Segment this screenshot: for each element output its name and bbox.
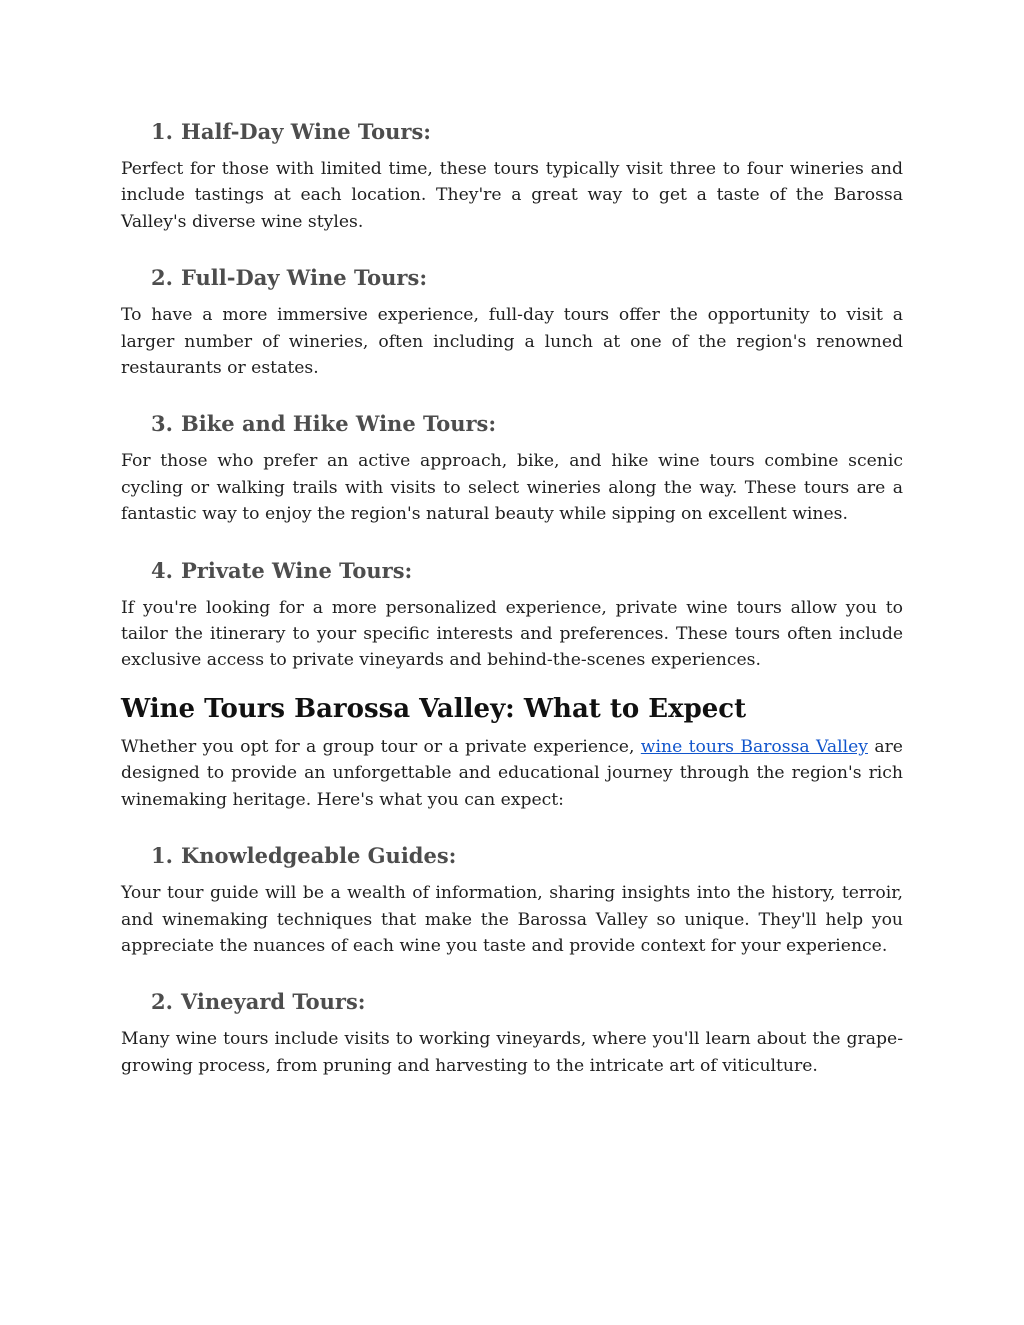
- expect-heading-guides: [151, 832, 903, 880]
- section-title: Knowledgeable Guides:: [181, 843, 457, 869]
- list-number: 2.: [151, 265, 173, 291]
- expect-body-guides: Your tour guide will be a wealth of information, sharing insights into the history, terroir, and winemaking techniques that make the Barossa Valley so unique. They'll help you appreciate the nuances of each wine you taste and provide context for your experience.: [121, 883, 903, 956]
- section-body-full-day: To have a more immersive experience, full-day tours offer the opportunity to visit a larger number of wineries, often including a lunch at one of the region's renowned restaurants or estates.: [121, 305, 903, 379]
- section-body-half-day: Perfect for those with limited time, these tours typically visit three to four wineries and include tastings at each location. They're a great way to get a taste of the Barossa Valley's diverse wine styles.: [121, 159, 903, 232]
- list-number: 4.: [151, 557, 173, 583]
- section-title: Half-Day Wine Tours:: [181, 119, 432, 144]
- section-heading-full-day: [151, 254, 903, 302]
- document-page: [121, 108, 903, 1079]
- list-number: 1.: [151, 843, 173, 869]
- section-heading-private: [151, 547, 903, 595]
- section-title: Private Wine Tours:: [181, 557, 413, 583]
- section-heading-bike-hike: [151, 400, 903, 448]
- wine-tours-link[interactable]: wine tours Barossa Valley: [640, 736, 868, 757]
- section-title: Vineyard Tours:: [181, 989, 366, 1015]
- section-body-private: If you're looking for a more personalized experience, private wine tours allow you to tailor the itinerary to your specific interests and preferences. These tours often include exclusive access to private vineyards and behind-the-scenes experiences.: [121, 597, 903, 671]
- intro-text-before: Whether you opt for a group tour or a private experience,: [121, 736, 641, 757]
- expect-body-vineyard: Many wine tours include visits to working vineyards, where you'll learn about the grape-growing process, from pruning and harvesting to the intricate art of viticulture.: [121, 1029, 903, 1076]
- list-number: 2.: [151, 989, 173, 1015]
- intro-text-after: are designed to provide an unforgettable and educational journey through the region's rich winemaking heritage. Here's what you can expect:: [121, 736, 903, 810]
- section-title: Full-Day Wine Tours:: [181, 265, 428, 291]
- section-title: Bike and Hike Wine Tours:: [181, 411, 497, 437]
- intro-paragraph: [121, 734, 903, 813]
- section-body-bike-hike: For those who prefer an active approach, bike, and hike wine tours combine scenic cycling or walking trails with visits to select wineries along the way. These tours are a fantastic way to enjoy the region's natural beauty while sipping on excellent wines.: [121, 451, 903, 525]
- expect-heading-vineyard: [151, 978, 903, 1026]
- main-heading: Wine Tours Barossa Valley: What to Expect: [121, 693, 747, 724]
- list-number: 1.: [151, 119, 173, 144]
- list-number: 3.: [151, 411, 173, 437]
- section-heading-half-day: [151, 108, 903, 156]
